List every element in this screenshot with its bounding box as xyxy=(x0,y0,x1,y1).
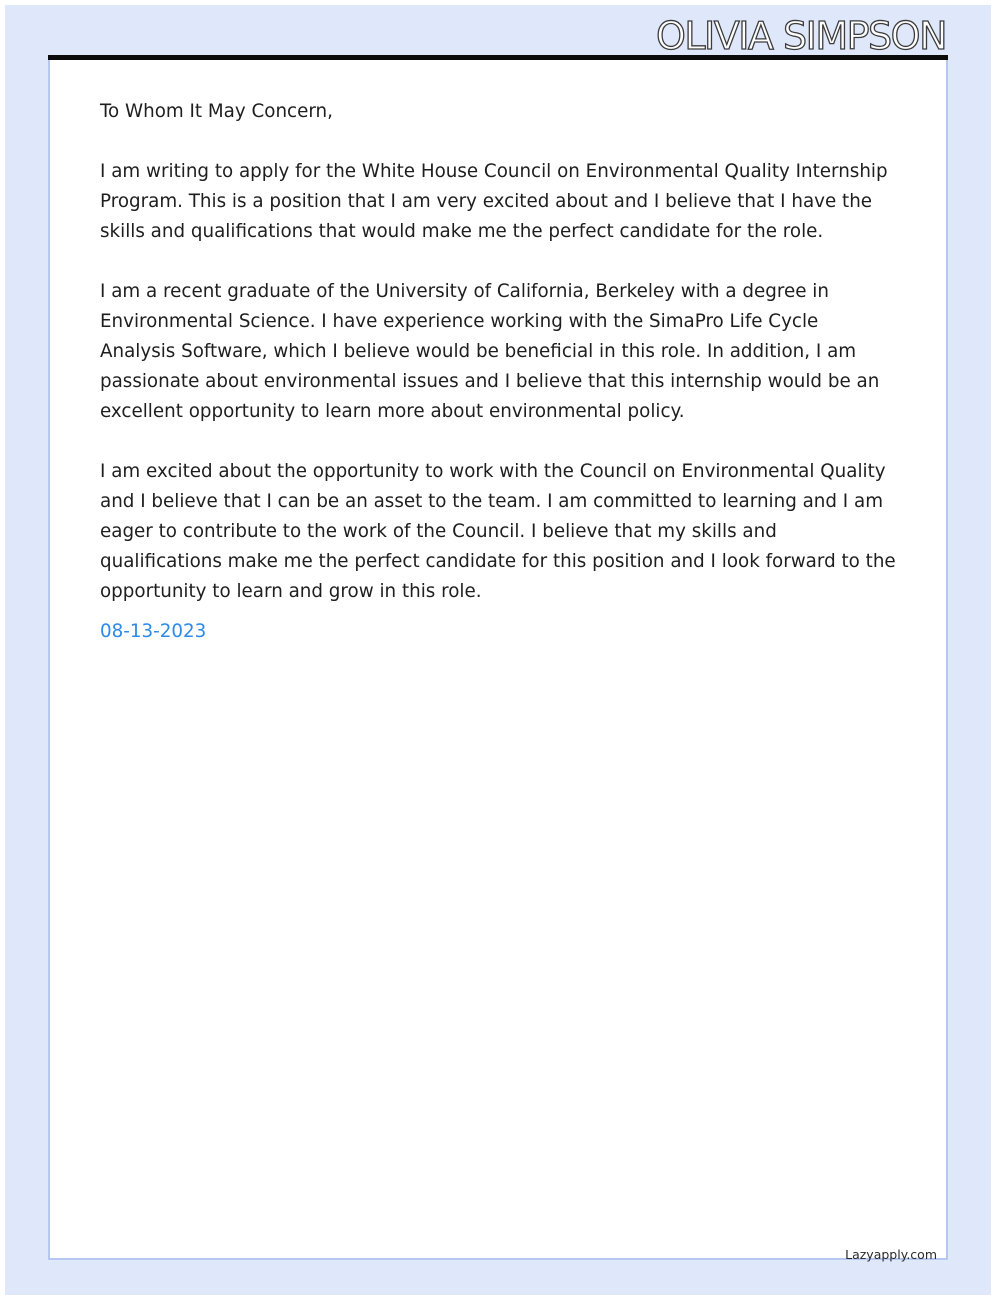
footer-brand: Lazyapply.com xyxy=(845,1247,937,1262)
applicant-name: OLIVIA SIMPSON xyxy=(655,14,946,58)
paragraph-intro: I am writing to apply for the White House Council on Environmental Quality Internship Program. This is a position that I am very excited about and I believe that I have the skills and qualifications that would make me the perfect candidate for the role. xyxy=(100,161,888,242)
letter-body xyxy=(100,97,896,647)
paragraph-background: I am a recent graduate of the University of California, Berkeley with a degree in Environmental Science. I have experience working with the SimaPro Life Cycle Analysis Software, which I believe would be beneficial in this role. In addition, I am passionate about environmental issues and I believe that this internship would be an excellent opportunity to learn more about environmental policy. xyxy=(100,281,880,422)
salutation: To Whom It May Concern, xyxy=(100,101,333,122)
letter-date: 08-13-2023 xyxy=(100,621,207,642)
paragraph-closing: I am excited about the opportunity to work with the Council on Environmental Quality and I believe that I can be an asset to the team. I am committed to learning and I am eager to contribute to the work of the Council. I believe that my skills and qualifications make me the perfect candidate for this position and I look forward to the opportunity to learn and grow in this role. xyxy=(100,461,896,602)
